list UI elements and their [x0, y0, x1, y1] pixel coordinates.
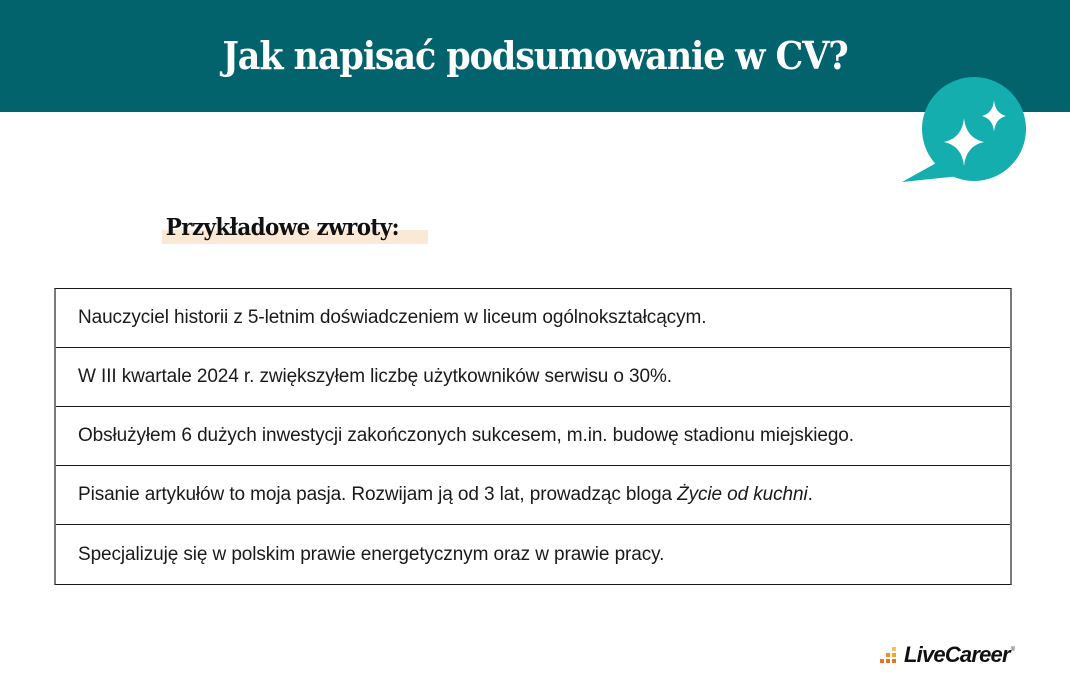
section-subtitle: Przykładowe zwroty: [165, 214, 399, 241]
phrase-text: Nauczyciel historii z 5-letnim doświadczeniem w liceum ogólnokształcącym. [78, 307, 707, 328]
blog-title: Życie od kuchni [677, 484, 808, 505]
page-title: Jak napisać podsumowanie w CV? [222, 33, 848, 78]
phrase-row [56, 407, 1010, 466]
livecareer-logo [878, 641, 1015, 669]
phrase-text: Pisanie artykułów to moja pasja. Rozwijam ją od 3 lat, prowadząc bloga [78, 484, 678, 505]
phrase-row [56, 348, 1010, 407]
phrase-row [56, 525, 1010, 584]
phrase-text: Obsłużyłem 6 dużych inwestycji zakończonych sukcesem, m.in. budowę stadionu miejskiego. [78, 425, 854, 446]
registered-mark: ® [1010, 647, 1016, 653]
section-heading [162, 210, 417, 246]
logo-bars-icon [878, 645, 902, 665]
phrase-text: Specjalizuję się w polskim prawie energetycznym oraz w prawie pracy. [78, 543, 665, 565]
phrase-row [56, 289, 1010, 348]
phrases-table [54, 288, 1012, 585]
phrase-punctuation: . [807, 484, 813, 505]
brand-name: LiveCareer [904, 642, 1010, 667]
phrase-row [56, 466, 1010, 525]
sparkles-speech-bubble-icon [898, 76, 1030, 186]
phrase-text: W III kwartale 2024 r. zwiększyłem liczbę użytkowników serwisu o 30%. [78, 366, 672, 387]
